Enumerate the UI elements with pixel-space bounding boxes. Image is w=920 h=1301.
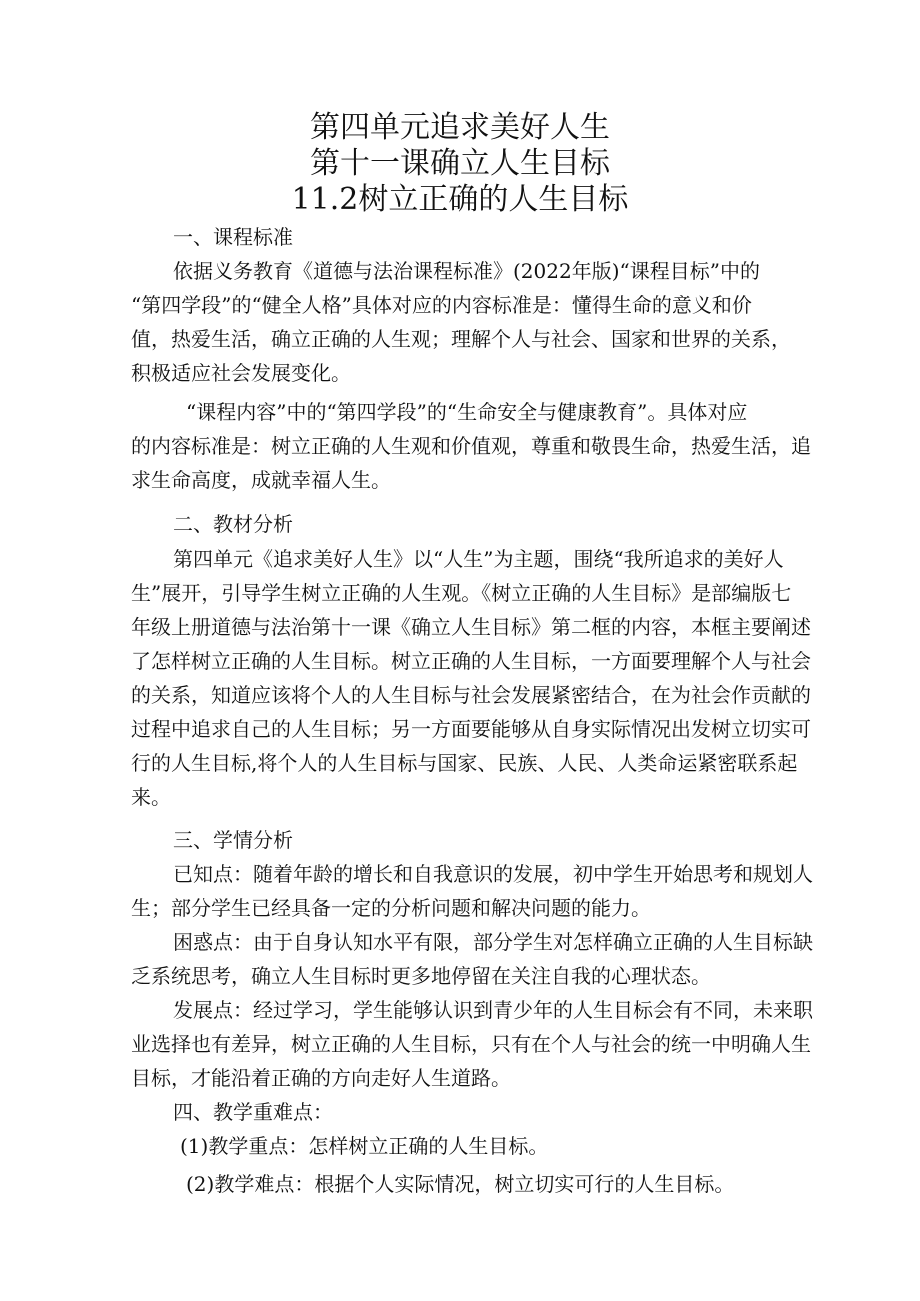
paragraph-line: 依据义务教育《道德与法治课程标准》(2022年版)“课程目标”中的 (173, 259, 760, 283)
section-title: 11.2树立正确的人生目标 (291, 182, 629, 217)
paragraph-line: 已知点：随着年龄的增长和自我意识的发展，初中学生开始思考和规划人 (173, 862, 813, 886)
paragraph-line: 值，热爱生活，确立正确的人生观；理解个人与社会、国家和世界的关系， (131, 327, 791, 351)
paragraph-line: 行的人生目标,将个人的人生目标与国家、民族、人民、人类命运紧密联系起 (131, 751, 798, 775)
paragraph-line: “第四学段”的“健全人格”具体对应的内容标准是：懂得生命的意义和价 (131, 293, 752, 317)
paragraph-line: 生”展开，引导学生树立正确的人生观。《树立正确的人生目标》是部编版七 (131, 581, 792, 605)
key-point-item: (1)教学重点：怎样树立正确的人生目标。 (180, 1134, 549, 1158)
paragraph-line: 发展点：经过学习，学生能够认识到青少年的人生目标会有不同，未来职 (173, 998, 813, 1022)
paragraph-line: “课程内容”中的“第四学段”的“生命安全与健康教育”。具体对应 (186, 400, 748, 424)
paragraph-line: 第四单元《追求美好人生》以“人生”为主题，围绕“我所追求的美好人 (173, 547, 784, 571)
paragraph-line: 目标，才能沿着正确的方向走好人生道路。 (131, 1066, 511, 1090)
section-heading-curriculum-standard: 一、课程标准 (173, 225, 293, 249)
paragraph-line: 来。 (131, 785, 171, 809)
section-heading-textbook-analysis: 二、教材分析 (173, 512, 293, 536)
unit-title: 第四单元追求美好人生 (310, 110, 610, 145)
paragraph-line: 的关系，知道应该将个人的人生目标与社会发展紧密结合，在为社会作贡献的 (131, 683, 811, 707)
paragraph-line: 年级上册道德与法治第十一课《确立人生目标》第二框的内容，本框主要阐述 (131, 615, 811, 639)
section-heading-student-analysis: 三、学情分析 (173, 828, 293, 852)
section-heading-key-difficult-points: 四、教学重难点： (173, 1100, 333, 1124)
paragraph-line: 的内容标准是：树立正确的人生观和价值观，尊重和敬畏生命，热爱生活，追 (131, 434, 811, 458)
difficult-point-item: (2)教学难点：根据个人实际情况，树立切实可行的人生目标。 (186, 1172, 735, 1196)
paragraph-line: 积极适应社会发展变化。 (131, 361, 351, 385)
paragraph-line: 过程中追求自己的人生目标；另一方面要能够从自身实际情况出发树立切实可 (131, 717, 811, 741)
paragraph-line: 生；部分学生已经具备一定的分析问题和解决问题的能力。 (131, 896, 651, 920)
paragraph-line: 求生命高度，成就幸福人生。 (131, 468, 391, 492)
lesson-title: 第十一课确立人生目标 (310, 146, 610, 181)
paragraph-line: 乏系统思考，确立人生目标时更多地停留在关注自我的心理状态。 (131, 964, 711, 988)
paragraph-line: 业选择也有差异，树立正确的人生目标，只有在个人与社会的统一中明确人生 (131, 1032, 811, 1056)
paragraph-line: 困惑点：由于自身认知水平有限，部分学生对怎样确立正确的人生目标缺 (173, 930, 813, 954)
paragraph-line: 了怎样树立正确的人生目标。树立正确的人生目标，一方面要理解个人与社会 (131, 649, 811, 673)
